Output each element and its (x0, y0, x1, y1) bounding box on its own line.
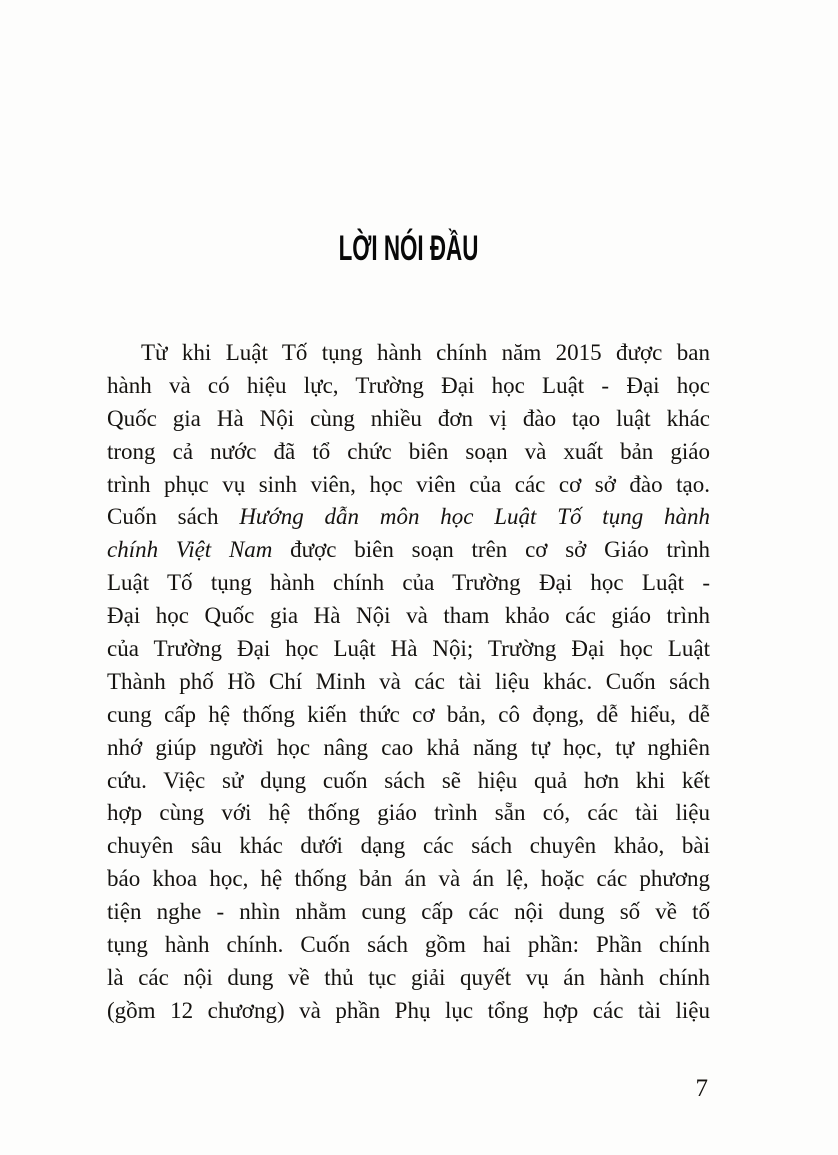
page-title: LỜI NÓI ĐẦU (338, 229, 479, 268)
paragraph-line (107, 370, 710, 403)
text-segment: trong cả nước đã tổ chức biên soạn và xuất bản giáo (107, 438, 710, 464)
paragraph-line (107, 765, 710, 798)
paragraph-line (107, 436, 710, 469)
paragraph-line (107, 534, 710, 567)
text-segment: của Trường Đại học Luật Hà Nội; Trường Đại học Luật (107, 636, 710, 662)
page-number: 7 (695, 1075, 708, 1102)
paragraph-line (107, 469, 710, 502)
text-segment: hành và có hiệu lực, Trường Đại học Luật - Đại học (107, 372, 710, 398)
text-segment: Từ khi Luật Tố tụng hành chính năm 2015 được ban (141, 340, 710, 365)
text-segment: cung cấp hệ thống kiến thức cơ bản, cô đọng, dễ hiểu, dễ (107, 701, 710, 727)
text-segment: Đại học Quốc gia Hà Nội và tham khảo các giáo trình (107, 603, 710, 629)
text-segment: hợp cùng với hệ thống giáo trình sẵn có, các tài liệu (107, 800, 710, 826)
text-segment: chuyên sâu khác dưới dạng các sách chuyên khảo, bài (107, 833, 710, 859)
text-segment: được biên soạn trên cơ sở Giáo trình (272, 537, 710, 563)
text-segment: tiện nghe - nhìn nhằm cung cấp các nội dung số về tố (107, 899, 710, 925)
paragraph-line (107, 732, 710, 765)
paragraph-line (107, 830, 710, 863)
paragraph-line (107, 863, 710, 896)
text-segment: Quốc gia Hà Nội cùng nhiều đơn vị đào tạo luật khác (107, 405, 710, 431)
paragraph-line (107, 929, 710, 962)
paragraph-line (107, 797, 710, 830)
paragraph-line (107, 337, 710, 370)
text-segment: cứu. Việc sử dụng cuốn sách sẽ hiệu quả hơn khi kết (107, 767, 710, 793)
paragraph-line (107, 403, 710, 436)
paragraph-line (107, 633, 710, 666)
text-segment: tụng hành chính. Cuốn sách gồm hai phần: Phần chính (107, 932, 710, 958)
paragraph-line (107, 600, 710, 633)
text-segment: Luật Tố tụng hành chính của Trường Đại học Luật - (107, 570, 710, 596)
text-segment: nhớ giúp người học nâng cao khả năng tự học, tự nghiên (107, 734, 710, 760)
text-segment: Thành phố Hồ Chí Minh và các tài liệu khác. Cuốn sách (107, 668, 710, 694)
paragraph-line (107, 699, 710, 732)
text-segment: báo khoa học, hệ thống bản án và án lệ, hoặc các phương (107, 866, 710, 892)
paragraph-line (107, 995, 710, 1028)
preface-paragraph (107, 337, 710, 1028)
paragraph-line (107, 896, 710, 929)
text-segment-italic: chính Việt Nam (107, 537, 273, 563)
paragraph-line (107, 567, 710, 600)
text-segment-italic: Hướng dẫn môn học Luật Tố tụng hành (239, 504, 710, 530)
text-segment: là các nội dung về thủ tục giải quyết vụ án hành chính (107, 964, 710, 990)
text-segment: Cuốn sách (107, 504, 240, 530)
paragraph-line (107, 962, 710, 995)
paragraph-line (107, 501, 710, 534)
text-segment: trình phục vụ sinh viên, học viên của các cơ sở đào tạo. (107, 471, 710, 497)
paragraph-line (107, 666, 710, 699)
text-segment: (gồm 12 chương) và phần Phụ lục tổng hợp các tài liệu (107, 997, 710, 1023)
